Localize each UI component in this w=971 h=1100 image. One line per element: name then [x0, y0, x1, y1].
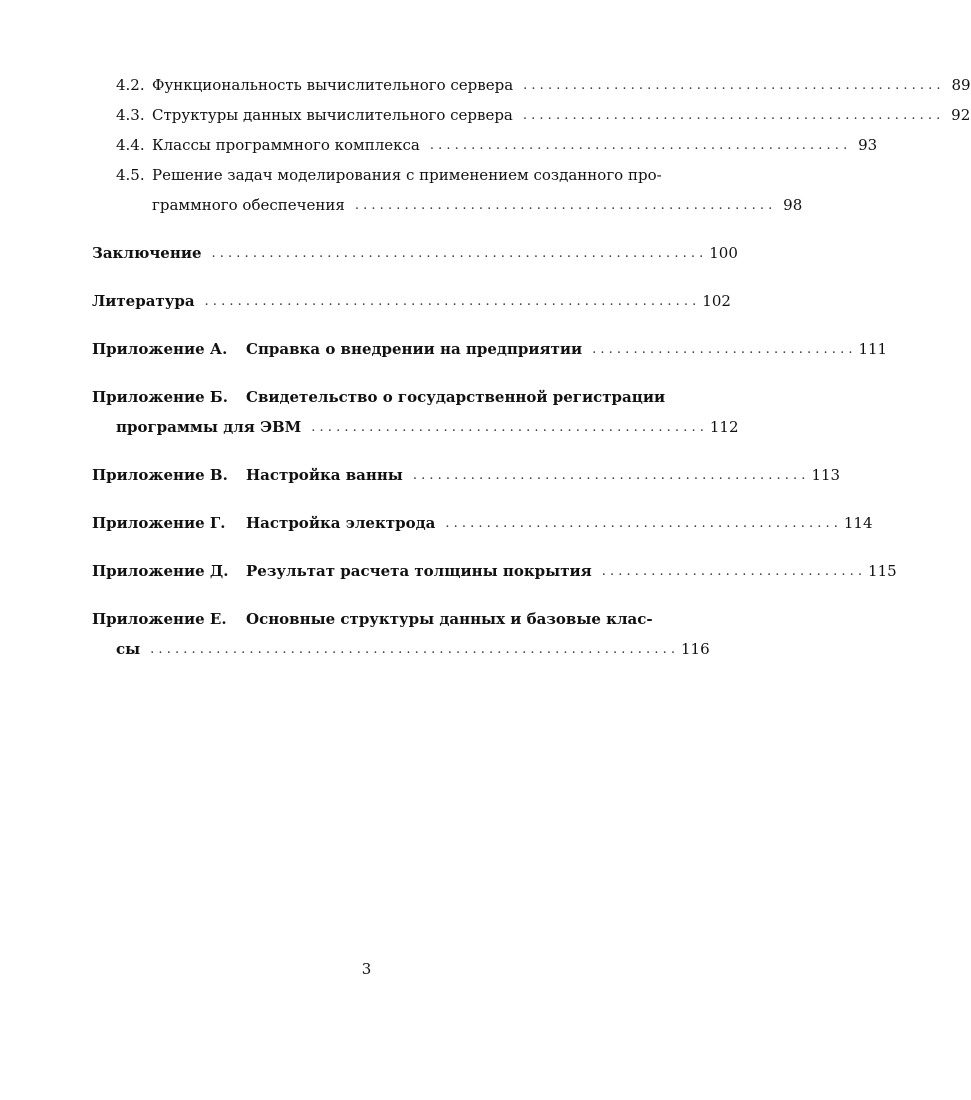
toc-entry-appendix-d — [92, 556, 897, 586]
page-number: 100 — [709, 244, 738, 262]
leader-dots: . . . . . . . . . . . . . . . . . . . . . . . . . . . . . . . . . . . . . . . . . . . . . . . . . . . — [429, 137, 848, 153]
page-number: 115 — [868, 562, 897, 580]
appendix-title: Настройка ванны — [246, 466, 403, 484]
section-title-line2: граммного обеспечения — [152, 196, 345, 214]
appendix-label: Приложение Б. — [92, 388, 228, 406]
page-number: 111 — [858, 340, 888, 358]
appendix-title: Справка о внедрении на предприятии — [246, 340, 583, 358]
appendix-label: Приложение В. — [92, 466, 228, 484]
leader-dots: . . . . . . . . . . . . . . . . . . . . . . . . . . . . . . . . — [592, 341, 853, 357]
toc-entry-appendix-e — [92, 604, 674, 634]
toc-entry-4-2 — [92, 70, 971, 100]
leader-dots: . . . . . . . . . . . . . . . . . . . . . . . . . . . . . . . . . . . . . . . . . . . . . . . . . . . . . . . . . . . . — [211, 245, 704, 261]
leader-dots: . . . . . . . . . . . . . . . . . . . . . . . . . . . . . . . . . . . . . . . . . . . . . . . . . . . — [522, 107, 941, 123]
leader-dots: . . . . . . . . . . . . . . . . . . . . . . . . . . . . . . . . . . . . . . . . . . . . . . . . — [412, 467, 806, 483]
appendix-title-line2: программы для ЭВМ — [116, 418, 302, 436]
appendix-label: Приложение Г. — [92, 514, 226, 532]
page-number: 116 — [680, 640, 710, 658]
section-title-line1: Решение задач моделирования с применением созданного про- — [152, 166, 662, 184]
section-title: Функциональность вычислительного сервера — [152, 76, 514, 94]
section-title: Структуры данных вычислительного сервера — [152, 106, 513, 124]
section-number: 4.4. — [116, 136, 145, 154]
page-folio: 3 — [361, 960, 372, 978]
leader-dots: . . . . . . . . . . . . . . . . . . . . . . . . . . . . . . . . . . . . . . . . . . . . . . . . — [311, 419, 704, 435]
leader-dots: . . . . . . . . . . . . . . . . . . . . . . . . . . . . . . . . . . . . . . . . . . . . . . . . . . . — [354, 197, 773, 213]
toc-entry-appendix-b-cont — [92, 412, 739, 442]
chapter-title: Литература — [92, 292, 195, 310]
page-number: 102 — [702, 292, 731, 310]
toc-entry-appendix-g — [92, 508, 873, 538]
appendix-title-line2: сы — [116, 640, 141, 658]
toc-entry-literature — [92, 286, 731, 316]
page-number: 92 — [951, 106, 971, 124]
appendix-title: Результат расчета толщины покрытия — [246, 562, 592, 580]
chapter-title: Заключение — [92, 244, 202, 262]
leader-dots: . . . . . . . . . . . . . . . . . . . . . . . . . . . . . . . . . . . . . . . . . . . . . . . . — [445, 515, 838, 531]
toc-entry-4-4 — [92, 130, 878, 160]
leader-dots: . . . . . . . . . . . . . . . . . . . . . . . . . . . . . . . . — [601, 563, 863, 579]
table-of-contents — [92, 70, 971, 664]
toc-entry-appendix-v — [92, 460, 841, 490]
toc-entry-4-3 — [92, 100, 971, 130]
toc-entry-4-5-cont — [92, 190, 803, 220]
section-title: Классы программного комплекса — [152, 136, 420, 154]
page-number: 89 — [951, 76, 971, 94]
appendix-label: Приложение А. — [92, 340, 228, 358]
page-number: 93 — [858, 136, 878, 154]
page-number: 113 — [811, 466, 841, 484]
page-number: 114 — [843, 514, 873, 532]
appendix-title-line1: Основные структуры данных и базовые клас- — [246, 610, 653, 628]
appendix-title-line1: Свидетельство о государственной регистрации — [246, 388, 666, 406]
toc-entry-appendix-b — [92, 382, 674, 412]
appendix-label: Приложение Е. — [92, 610, 227, 628]
leader-dots: . . . . . . . . . . . . . . . . . . . . . . . . . . . . . . . . . . . . . . . . . . . . . . . . . . . . . . . . . . . . — [204, 293, 697, 309]
toc-entry-conclusion — [92, 238, 738, 268]
appendix-title: Настройка электрода — [246, 514, 436, 532]
page-number: 112 — [709, 418, 739, 436]
section-number: 4.2. — [116, 76, 145, 94]
section-number: 4.5. — [116, 166, 145, 184]
toc-entry-appendix-e-cont — [92, 634, 710, 664]
leader-dots: . . . . . . . . . . . . . . . . . . . . . . . . . . . . . . . . . . . . . . . . . . . . . . . . . . . . . . . . . . . . . . . . — [150, 641, 675, 657]
toc-entry-appendix-a — [92, 334, 888, 364]
page-number: 98 — [783, 196, 803, 214]
toc-entry-4-5 — [92, 160, 674, 190]
appendix-label: Приложение Д. — [92, 562, 229, 580]
leader-dots: . . . . . . . . . . . . . . . . . . . . . . . . . . . . . . . . . . . . . . . . . . . . . . . . . . . — [523, 77, 941, 93]
section-number: 4.3. — [116, 106, 145, 124]
